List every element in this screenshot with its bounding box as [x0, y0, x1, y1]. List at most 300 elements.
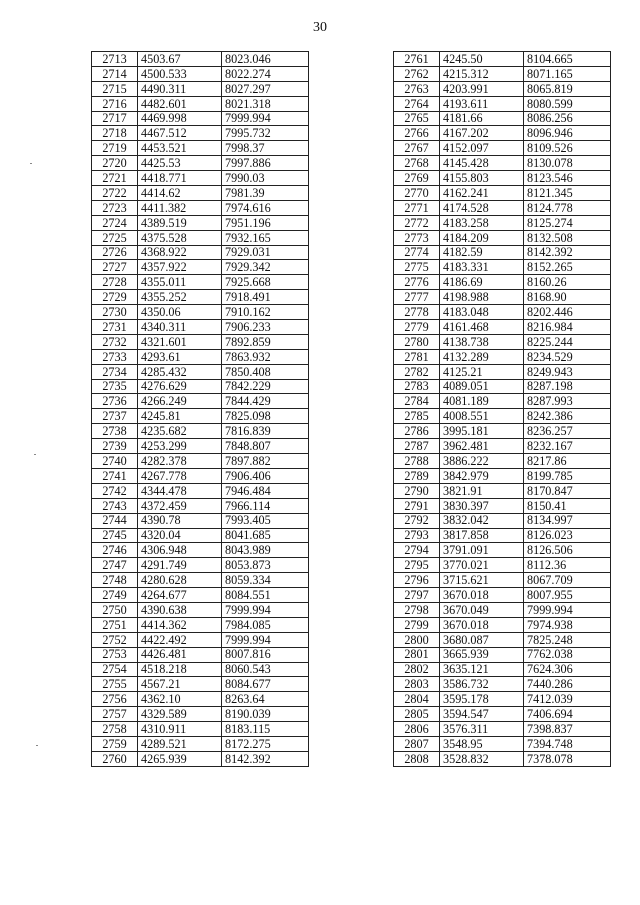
point-number-cell: 2731 — [92, 320, 138, 335]
x-coordinate-cell: 4389.519 — [138, 215, 222, 230]
table-row — [92, 66, 309, 81]
table-row — [92, 320, 309, 335]
x-coordinate-cell: 4422.492 — [138, 632, 222, 647]
x-coordinate-cell: 4291.749 — [138, 558, 222, 573]
point-number-cell: 2735 — [92, 379, 138, 394]
x-coordinate-cell: 4340.311 — [138, 320, 222, 335]
point-number-cell: 2783 — [394, 379, 440, 394]
point-number-cell: 2797 — [394, 588, 440, 603]
point-number-cell: 2739 — [92, 439, 138, 454]
y-coordinate-cell: 8086.256 — [524, 111, 611, 126]
x-coordinate-cell: 4344.478 — [138, 483, 222, 498]
x-coordinate-cell: 4310.911 — [138, 722, 222, 737]
table-row — [394, 677, 611, 692]
point-number-cell: 2767 — [394, 141, 440, 156]
y-coordinate-cell: 7998.37 — [222, 141, 309, 156]
table-row — [394, 602, 611, 617]
y-coordinate-cell: 8060.543 — [222, 662, 309, 677]
x-coordinate-cell: 4329.589 — [138, 707, 222, 722]
y-coordinate-cell: 8172.275 — [222, 736, 309, 751]
table-row — [394, 305, 611, 320]
y-coordinate-cell: 8263.64 — [222, 692, 309, 707]
y-coordinate-cell: 8125.274 — [524, 215, 611, 230]
table-row — [92, 454, 309, 469]
table-row — [394, 156, 611, 171]
x-coordinate-cell: 4503.67 — [138, 52, 222, 67]
point-number-cell: 2725 — [92, 230, 138, 245]
x-coordinate-cell: 3715.621 — [440, 573, 524, 588]
table-row — [92, 156, 309, 171]
table-row — [92, 483, 309, 498]
point-number-cell: 2753 — [92, 647, 138, 662]
table-row — [92, 394, 309, 409]
point-number-cell: 2761 — [394, 52, 440, 67]
point-number-cell: 2738 — [92, 424, 138, 439]
x-coordinate-cell: 4425.53 — [138, 156, 222, 171]
x-coordinate-cell: 4152.097 — [440, 141, 524, 156]
point-number-cell: 2759 — [92, 736, 138, 751]
table-row — [92, 647, 309, 662]
table-row — [92, 349, 309, 364]
x-coordinate-cell: 4518.218 — [138, 662, 222, 677]
point-number-cell: 2808 — [394, 751, 440, 766]
point-number-cell: 2757 — [92, 707, 138, 722]
y-coordinate-cell: 7981.39 — [222, 186, 309, 201]
y-coordinate-cell: 7999.994 — [524, 602, 611, 617]
y-coordinate-cell: 7966.114 — [222, 498, 309, 513]
x-coordinate-cell: 3962.481 — [440, 439, 524, 454]
x-coordinate-cell: 4184.209 — [440, 230, 524, 245]
table-row — [92, 215, 309, 230]
y-coordinate-cell: 8225.244 — [524, 334, 611, 349]
x-coordinate-cell: 3665.939 — [440, 647, 524, 662]
table-row — [92, 171, 309, 186]
y-coordinate-cell: 8084.677 — [222, 677, 309, 692]
table-row — [394, 52, 611, 67]
x-coordinate-cell: 4245.50 — [440, 52, 524, 67]
x-coordinate-cell: 4306.948 — [138, 543, 222, 558]
point-number-cell: 2792 — [394, 513, 440, 528]
x-coordinate-cell: 4132.289 — [440, 349, 524, 364]
y-coordinate-cell: 7999.994 — [222, 602, 309, 617]
x-coordinate-cell: 4289.521 — [138, 736, 222, 751]
table-row — [394, 692, 611, 707]
table-row — [92, 751, 309, 766]
point-number-cell: 2774 — [394, 245, 440, 260]
x-coordinate-cell: 4368.922 — [138, 245, 222, 260]
y-coordinate-cell: 8053.873 — [222, 558, 309, 573]
table-row — [92, 558, 309, 573]
x-coordinate-cell: 4320.04 — [138, 528, 222, 543]
point-number-cell: 2782 — [394, 364, 440, 379]
x-coordinate-cell: 4357.922 — [138, 260, 222, 275]
table-row — [92, 513, 309, 528]
table-row — [92, 468, 309, 483]
x-coordinate-cell: 4181.66 — [440, 111, 524, 126]
y-coordinate-cell: 8287.993 — [524, 394, 611, 409]
table-row — [394, 588, 611, 603]
point-number-cell: 2798 — [394, 602, 440, 617]
point-number-cell: 2790 — [394, 483, 440, 498]
x-coordinate-cell: 4155.803 — [440, 171, 524, 186]
x-coordinate-cell: 4355.011 — [138, 275, 222, 290]
x-coordinate-cell: 3791.091 — [440, 543, 524, 558]
point-number-cell: 2746 — [92, 543, 138, 558]
y-coordinate-cell: 8232.167 — [524, 439, 611, 454]
x-coordinate-cell: 4145.428 — [440, 156, 524, 171]
y-coordinate-cell: 8130.078 — [524, 156, 611, 171]
point-number-cell: 2744 — [92, 513, 138, 528]
table-row — [92, 543, 309, 558]
table-row — [92, 200, 309, 215]
x-coordinate-cell: 4453.521 — [138, 141, 222, 156]
y-coordinate-cell: 8142.392 — [222, 751, 309, 766]
table-row — [92, 588, 309, 603]
table-row — [92, 364, 309, 379]
y-coordinate-cell: 7624.306 — [524, 662, 611, 677]
x-coordinate-cell: 3528.832 — [440, 751, 524, 766]
table-row — [394, 230, 611, 245]
point-number-cell: 2788 — [394, 454, 440, 469]
x-coordinate-cell: 4414.62 — [138, 186, 222, 201]
table-row — [92, 409, 309, 424]
x-coordinate-cell: 4198.988 — [440, 290, 524, 305]
y-coordinate-cell: 7825.098 — [222, 409, 309, 424]
table-row — [92, 692, 309, 707]
y-coordinate-cell: 8190.039 — [222, 707, 309, 722]
table-row — [394, 215, 611, 230]
point-number-cell: 2722 — [92, 186, 138, 201]
y-coordinate-cell: 7932.165 — [222, 230, 309, 245]
table-row — [394, 617, 611, 632]
point-number-cell: 2785 — [394, 409, 440, 424]
point-number-cell: 2763 — [394, 81, 440, 96]
x-coordinate-cell: 4265.939 — [138, 751, 222, 766]
point-number-cell: 2719 — [92, 141, 138, 156]
y-coordinate-cell: 8022.274 — [222, 66, 309, 81]
point-number-cell: 2737 — [92, 409, 138, 424]
table-row — [92, 677, 309, 692]
coordinates-table-right-body — [394, 52, 611, 767]
point-number-cell: 2791 — [394, 498, 440, 513]
point-number-cell: 2740 — [92, 454, 138, 469]
y-coordinate-cell: 8027.297 — [222, 81, 309, 96]
point-number-cell: 2717 — [92, 111, 138, 126]
table-row — [92, 245, 309, 260]
x-coordinate-cell: 4375.528 — [138, 230, 222, 245]
table-row — [92, 186, 309, 201]
table-row — [92, 528, 309, 543]
table-row — [394, 424, 611, 439]
table-row — [394, 245, 611, 260]
y-coordinate-cell: 8112.36 — [524, 558, 611, 573]
table-row — [394, 707, 611, 722]
y-coordinate-cell: 8007.816 — [222, 647, 309, 662]
x-coordinate-cell: 4414.362 — [138, 617, 222, 632]
y-coordinate-cell: 7863.932 — [222, 349, 309, 364]
y-coordinate-cell: 8199.785 — [524, 468, 611, 483]
scan-mark — [34, 454, 36, 455]
y-coordinate-cell: 7997.886 — [222, 156, 309, 171]
table-row — [394, 81, 611, 96]
point-number-cell: 2721 — [92, 171, 138, 186]
x-coordinate-cell: 4467.512 — [138, 126, 222, 141]
y-coordinate-cell: 7993.405 — [222, 513, 309, 528]
x-coordinate-cell: 3680.087 — [440, 632, 524, 647]
table-row — [92, 290, 309, 305]
table-row — [394, 632, 611, 647]
y-coordinate-cell: 8134.997 — [524, 513, 611, 528]
point-number-cell: 2766 — [394, 126, 440, 141]
point-number-cell: 2751 — [92, 617, 138, 632]
point-number-cell: 2779 — [394, 320, 440, 335]
table-row — [92, 96, 309, 111]
point-number-cell: 2720 — [92, 156, 138, 171]
y-coordinate-cell: 8021.318 — [222, 96, 309, 111]
y-coordinate-cell: 7398.837 — [524, 722, 611, 737]
point-number-cell: 2714 — [92, 66, 138, 81]
y-coordinate-cell: 7990.03 — [222, 171, 309, 186]
table-row — [92, 632, 309, 647]
point-number-cell: 2796 — [394, 573, 440, 588]
x-coordinate-cell: 4215.312 — [440, 66, 524, 81]
y-coordinate-cell: 8202.446 — [524, 305, 611, 320]
point-number-cell: 2750 — [92, 602, 138, 617]
y-coordinate-cell: 8132.508 — [524, 230, 611, 245]
table-row — [394, 364, 611, 379]
table-row — [394, 736, 611, 751]
x-coordinate-cell: 3635.121 — [440, 662, 524, 677]
y-coordinate-cell: 7929.031 — [222, 245, 309, 260]
point-number-cell: 2806 — [394, 722, 440, 737]
table-row — [394, 320, 611, 335]
y-coordinate-cell: 7999.994 — [222, 111, 309, 126]
scan-mark — [36, 745, 38, 746]
point-number-cell: 2748 — [92, 573, 138, 588]
y-coordinate-cell: 8080.599 — [524, 96, 611, 111]
table-row — [92, 498, 309, 513]
y-coordinate-cell: 8168.90 — [524, 290, 611, 305]
table-row — [394, 454, 611, 469]
table-row — [92, 81, 309, 96]
point-number-cell: 2786 — [394, 424, 440, 439]
table-row — [394, 141, 611, 156]
point-number-cell: 2758 — [92, 722, 138, 737]
x-coordinate-cell: 3770.021 — [440, 558, 524, 573]
table-row — [92, 662, 309, 677]
x-coordinate-cell: 4186.69 — [440, 275, 524, 290]
point-number-cell: 2716 — [92, 96, 138, 111]
x-coordinate-cell: 4264.677 — [138, 588, 222, 603]
point-number-cell: 2793 — [394, 528, 440, 543]
y-coordinate-cell: 7918.491 — [222, 290, 309, 305]
y-coordinate-cell: 8109.526 — [524, 141, 611, 156]
y-coordinate-cell: 7999.994 — [222, 632, 309, 647]
y-coordinate-cell: 8096.946 — [524, 126, 611, 141]
point-number-cell: 2733 — [92, 349, 138, 364]
table-row — [92, 275, 309, 290]
y-coordinate-cell: 8216.984 — [524, 320, 611, 335]
point-number-cell: 2726 — [92, 245, 138, 260]
point-number-cell: 2762 — [394, 66, 440, 81]
point-number-cell: 2723 — [92, 200, 138, 215]
x-coordinate-cell: 3886.222 — [440, 454, 524, 469]
y-coordinate-cell: 8249.943 — [524, 364, 611, 379]
x-coordinate-cell: 3548.95 — [440, 736, 524, 751]
point-number-cell: 2772 — [394, 215, 440, 230]
y-coordinate-cell: 8123.546 — [524, 171, 611, 186]
point-number-cell: 2736 — [92, 394, 138, 409]
y-coordinate-cell: 8007.955 — [524, 588, 611, 603]
x-coordinate-cell: 4418.771 — [138, 171, 222, 186]
x-coordinate-cell: 3832.042 — [440, 513, 524, 528]
y-coordinate-cell: 7406.694 — [524, 707, 611, 722]
y-coordinate-cell: 8041.685 — [222, 528, 309, 543]
table-row — [394, 498, 611, 513]
x-coordinate-cell: 4183.331 — [440, 260, 524, 275]
point-number-cell: 2745 — [92, 528, 138, 543]
table-row — [92, 111, 309, 126]
y-coordinate-cell: 7946.484 — [222, 483, 309, 498]
x-coordinate-cell: 4266.249 — [138, 394, 222, 409]
x-coordinate-cell: 4167.202 — [440, 126, 524, 141]
table-row — [394, 558, 611, 573]
x-coordinate-cell: 4490.311 — [138, 81, 222, 96]
point-number-cell: 2801 — [394, 647, 440, 662]
y-coordinate-cell: 8126.023 — [524, 528, 611, 543]
point-number-cell: 2724 — [92, 215, 138, 230]
y-coordinate-cell: 8150.41 — [524, 498, 611, 513]
x-coordinate-cell: 4469.998 — [138, 111, 222, 126]
y-coordinate-cell: 7762.038 — [524, 647, 611, 662]
point-number-cell: 2718 — [92, 126, 138, 141]
y-coordinate-cell: 8152.265 — [524, 260, 611, 275]
x-coordinate-cell: 4350.06 — [138, 305, 222, 320]
y-coordinate-cell: 7412.039 — [524, 692, 611, 707]
point-number-cell: 2805 — [394, 707, 440, 722]
table-row — [394, 513, 611, 528]
y-coordinate-cell: 7848.807 — [222, 439, 309, 454]
point-number-cell: 2800 — [394, 632, 440, 647]
x-coordinate-cell: 4162.241 — [440, 186, 524, 201]
y-coordinate-cell: 8126.506 — [524, 543, 611, 558]
point-number-cell: 2760 — [92, 751, 138, 766]
point-number-cell: 2802 — [394, 662, 440, 677]
table-row — [92, 379, 309, 394]
point-number-cell: 2765 — [394, 111, 440, 126]
y-coordinate-cell: 8059.334 — [222, 573, 309, 588]
x-coordinate-cell: 4253.299 — [138, 439, 222, 454]
table-row — [394, 751, 611, 766]
x-coordinate-cell: 4567.21 — [138, 677, 222, 692]
table-row — [394, 379, 611, 394]
table-row — [92, 736, 309, 751]
point-number-cell: 2778 — [394, 305, 440, 320]
x-coordinate-cell: 3586.732 — [440, 677, 524, 692]
x-coordinate-cell: 4245.81 — [138, 409, 222, 424]
y-coordinate-cell: 8043.989 — [222, 543, 309, 558]
point-number-cell: 2777 — [394, 290, 440, 305]
table-row — [92, 439, 309, 454]
y-coordinate-cell: 8142.392 — [524, 245, 611, 260]
point-number-cell: 2754 — [92, 662, 138, 677]
point-number-cell: 2743 — [92, 498, 138, 513]
x-coordinate-cell: 3842.979 — [440, 468, 524, 483]
x-coordinate-cell: 4411.382 — [138, 200, 222, 215]
table-row — [394, 528, 611, 543]
table-row — [394, 126, 611, 141]
x-coordinate-cell: 4125.21 — [440, 364, 524, 379]
x-coordinate-cell: 3576.311 — [440, 722, 524, 737]
point-number-cell: 2787 — [394, 439, 440, 454]
point-number-cell: 2764 — [394, 96, 440, 111]
x-coordinate-cell: 4355.252 — [138, 290, 222, 305]
table-row — [92, 305, 309, 320]
table-row — [394, 439, 611, 454]
y-coordinate-cell: 7378.078 — [524, 751, 611, 766]
coordinates-table-left-body — [92, 52, 309, 767]
y-coordinate-cell: 7984.085 — [222, 617, 309, 632]
x-coordinate-cell: 3821.91 — [440, 483, 524, 498]
point-number-cell: 2749 — [92, 588, 138, 603]
y-coordinate-cell: 8217.86 — [524, 454, 611, 469]
point-number-cell: 2784 — [394, 394, 440, 409]
x-coordinate-cell: 3670.018 — [440, 588, 524, 603]
y-coordinate-cell: 7910.162 — [222, 305, 309, 320]
x-coordinate-cell: 4138.738 — [440, 334, 524, 349]
table-row — [394, 200, 611, 215]
table-row — [394, 483, 611, 498]
point-number-cell: 2742 — [92, 483, 138, 498]
point-number-cell: 2734 — [92, 364, 138, 379]
page-number: 30 — [313, 20, 327, 35]
y-coordinate-cell: 8234.529 — [524, 349, 611, 364]
x-coordinate-cell: 4276.629 — [138, 379, 222, 394]
point-number-cell: 2755 — [92, 677, 138, 692]
x-coordinate-cell: 4267.778 — [138, 468, 222, 483]
x-coordinate-cell: 4482.601 — [138, 96, 222, 111]
y-coordinate-cell: 7906.406 — [222, 468, 309, 483]
x-coordinate-cell: 3670.049 — [440, 602, 524, 617]
table-row — [394, 275, 611, 290]
table-row — [92, 52, 309, 67]
point-number-cell: 2741 — [92, 468, 138, 483]
scan-mark — [30, 163, 32, 164]
point-number-cell: 2795 — [394, 558, 440, 573]
x-coordinate-cell: 4293.61 — [138, 349, 222, 364]
x-coordinate-cell: 4174.528 — [440, 200, 524, 215]
table-row — [394, 349, 611, 364]
table-row — [92, 230, 309, 245]
y-coordinate-cell: 8071.165 — [524, 66, 611, 81]
x-coordinate-cell: 4161.468 — [440, 320, 524, 335]
point-number-cell: 2769 — [394, 171, 440, 186]
y-coordinate-cell: 8236.257 — [524, 424, 611, 439]
table-row — [92, 707, 309, 722]
x-coordinate-cell: 4321.601 — [138, 334, 222, 349]
x-coordinate-cell: 3670.018 — [440, 617, 524, 632]
table-row — [92, 260, 309, 275]
x-coordinate-cell: 3995.181 — [440, 424, 524, 439]
y-coordinate-cell: 7440.286 — [524, 677, 611, 692]
point-number-cell: 2728 — [92, 275, 138, 290]
x-coordinate-cell: 4390.78 — [138, 513, 222, 528]
x-coordinate-cell: 4362.10 — [138, 692, 222, 707]
point-number-cell: 2771 — [394, 200, 440, 215]
point-number-cell: 2729 — [92, 290, 138, 305]
point-number-cell: 2799 — [394, 617, 440, 632]
y-coordinate-cell: 8170.847 — [524, 483, 611, 498]
